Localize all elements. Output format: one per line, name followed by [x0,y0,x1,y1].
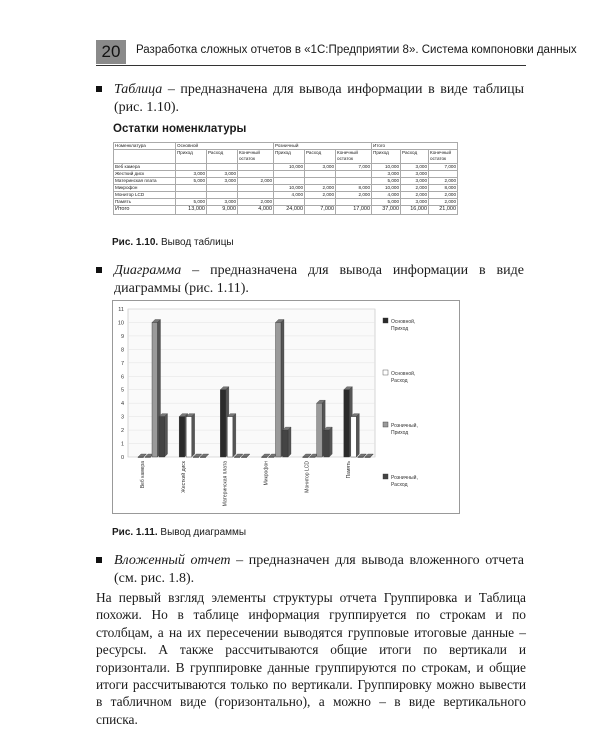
legend-swatch [383,422,388,427]
y-tick-label: 1 [120,441,124,448]
bar [145,457,151,458]
bar-side [192,414,195,457]
caption-label: Рис. 1.10. [112,237,159,248]
table-subheader: Приход [176,150,207,164]
bar [227,417,233,457]
body-paragraph [96,589,526,728]
table-cell: 13,000 [176,206,207,215]
row-label: Жесткий диск [114,171,176,178]
table-cell [305,199,336,206]
table-cell: 8,000 [336,185,372,192]
table-corner-header: Номенклатура [114,143,176,150]
table-cell: 3,000 [207,178,238,185]
bar [344,390,350,457]
bar [186,417,192,457]
table-cell [336,199,372,206]
bar-chart [113,301,459,513]
body-text: На первый взгляд элементы структуры отчета Группировка и Таблица похожи. Но в таблице информация группируется по строкам и по столбцам, а на их пересечении выводятся групповые итоговые данные – ресурсы. А также рассчитываются общие итоги по вертикали и горизонтали. В группировке данные группируются по строкам, и общие итоги рассчитываются только по вертикали. Группировку можно вывести в табличном виде (горизонтально), а можно – в виде вертикального списка. [96,590,526,727]
table-subheader: Расход [305,150,336,164]
table-cell: 2,000 [305,192,336,199]
table-cell: 3,000 [401,164,429,171]
table-subheader: Приход [274,150,305,164]
header-rule [96,65,526,66]
table-row [114,178,458,185]
table-subheader: Конечный остаток [238,150,274,164]
table-cell [238,164,274,171]
bar [241,457,247,458]
y-tick-label: 5 [120,387,124,394]
y-tick-label: 3 [120,414,124,421]
y-tick-label: 11 [118,307,124,313]
bar [269,457,275,458]
row-label: Веб камера [114,164,176,171]
table-cell: 5,000 [372,178,401,185]
table-row [114,199,458,206]
bar [152,322,158,457]
y-tick-label: 9 [120,333,124,340]
table-cell [305,171,336,178]
bar [234,457,240,458]
table-cell: 3,000 [176,171,207,178]
bar-side [288,427,291,457]
bullet-term: Таблица [114,82,163,97]
row-label: Монитор LCD [114,192,176,199]
table-cell [274,178,305,185]
bar [317,403,323,457]
legend-label: Расход [391,378,408,384]
x-tick-label: Микрофон [263,461,270,486]
table-group-header: Розничный [274,143,372,150]
table-cell: 5,000 [372,199,401,206]
bar [200,457,206,458]
y-tick-label: 2 [120,428,124,435]
table-cell: 3,000 [401,178,429,185]
chart-frame [112,300,460,514]
bar-side [329,427,332,457]
x-tick-label: Жесткий диск [181,461,188,493]
bullet-square-icon [96,267,102,273]
table-cell: 2,000 [429,192,458,199]
table-cell [274,199,305,206]
table-cell [176,185,207,192]
caption-text: Вывод таблицы [158,237,234,248]
bar [324,430,330,457]
x-tick-label: Память [345,461,352,479]
table-cell [238,185,274,192]
y-tick-label: 0 [120,455,124,461]
table-cell: 2,000 [401,185,429,192]
y-tick-label: 4 [120,401,124,408]
table-cell: 3,000 [207,199,238,206]
table-cell: 5,000 [176,199,207,206]
legend-label: Розничный, [391,423,418,429]
legend-swatch [383,474,388,479]
table-cell: 3,000 [372,171,401,178]
caption-text: Вывод диаграммы [157,527,247,538]
table-cell [336,178,372,185]
table-cell: 16,000 [401,206,429,215]
bar [276,322,282,457]
y-tick-label: 10 [117,320,124,327]
table-subheader: Расход [401,150,429,164]
bar-side [356,414,359,457]
bar [262,457,268,458]
table-cell: 2,000 [238,178,274,185]
bar-side [165,414,168,457]
table-cell: 4,000 [238,206,274,215]
legend-label: Розничный, [391,475,418,481]
legend-label: Расход [391,482,408,488]
table-cell [429,171,458,178]
table-row [114,185,458,192]
bar [283,430,289,457]
bar [351,417,357,457]
legend-label: Основной, [391,371,416,377]
table-cell: 9,000 [207,206,238,215]
row-label: Память [114,199,176,206]
table-cell [336,171,372,178]
table-cell: 3,000 [305,164,336,171]
table-cell: 10,000 [274,164,305,171]
row-label: Материнская плата [114,178,176,185]
table-cell [238,192,274,199]
table-row [114,171,458,178]
bullet-text: – предназначена для вывода информации в виде таблицы (рис. 1.10). [114,82,524,115]
table-cell: 2,000 [336,192,372,199]
legend-label: Приход [391,326,409,332]
bar [138,457,144,458]
table-cell [274,171,305,178]
y-tick-label: 6 [120,374,124,381]
bullet-term: Вложенный отчет [114,553,231,568]
table-cell: 2,000 [429,199,458,206]
table-cell: 17,000 [336,206,372,215]
caption-label: Рис. 1.11. [112,527,158,538]
table-cell [305,178,336,185]
table-cell: 3,000 [401,199,429,206]
bullet-square-icon [96,557,102,563]
table-cell [176,164,207,171]
bullet-square-icon [96,86,102,92]
table-group-header: Основной [176,143,274,150]
row-label: Итого [114,206,176,215]
table-row [114,192,458,199]
table-row [114,206,458,215]
table-cell: 3,000 [401,171,429,178]
bar [220,390,226,457]
table-cell: 10,000 [372,164,401,171]
table-title: Остатки номенклатуры [113,123,247,135]
bar [159,417,165,457]
legend-swatch [383,370,388,375]
bar [303,457,309,458]
table-cell [207,164,238,171]
table-cell: 5,000 [176,178,207,185]
row-label: Микрофон [114,185,176,192]
table-subheader: Конечный остаток [429,150,458,164]
table-cell [176,192,207,199]
table-cell: 2,000 [238,199,274,206]
figure-caption-1-11 [112,527,246,538]
x-tick-label: Веб камера [140,461,146,489]
table-cell: 2,000 [305,185,336,192]
page-header [96,40,577,66]
table-cell: 8,000 [429,185,458,192]
bullet-text: – предназначен для вывода вложенного отчета (см. рис. 1.8). [114,553,524,586]
y-tick-label: 7 [120,360,124,367]
table-subheader: Конечный остаток [336,150,372,164]
bullet-term: Диаграмма [114,263,182,278]
bar [365,457,371,458]
table-row [114,164,458,171]
page-number: 20 [96,40,126,64]
table-cell: 3,000 [207,171,238,178]
x-tick-label: Материнская плата [222,461,229,507]
legend-label: Приход [391,430,409,436]
legend-label: Основной, [391,319,416,325]
x-tick-label: Монитор LCD [304,461,311,493]
bar [179,417,185,457]
table-subheader: Расход [207,150,238,164]
table-cell: 10,000 [274,185,305,192]
table-cell: 2,000 [429,178,458,185]
table-cell: 24,000 [274,206,305,215]
figure-caption-1-10 [112,237,234,248]
legend-swatch [383,318,388,323]
table-cell: 37,000 [372,206,401,215]
y-tick-label: 8 [120,347,124,354]
table-cell [207,185,238,192]
table-subheader: Приход [372,150,401,164]
table-cell: 7,000 [429,164,458,171]
table-cell: 4,000 [274,192,305,199]
bar-side [233,414,236,457]
bar [310,457,316,458]
table-cell: 7,000 [305,206,336,215]
running-title: Разработка сложных отчетов в «1С:Предприятии 8». Система компоновки данных [136,44,577,56]
table-cell [238,171,274,178]
table-cell: 4,000 [372,192,401,199]
table-cell: 10,000 [372,185,401,192]
table-cell [207,192,238,199]
bullet-text: – предназначена для вывода информации в виде диаграммы (рис. 1.11). [114,263,524,296]
table-cell: 21,000 [429,206,458,215]
table-cell: 2,000 [401,192,429,199]
bar [193,457,199,458]
table-cell: 7,000 [336,164,372,171]
bar [358,457,364,458]
table-group-header: Итого [372,143,458,150]
report-table [113,142,458,215]
